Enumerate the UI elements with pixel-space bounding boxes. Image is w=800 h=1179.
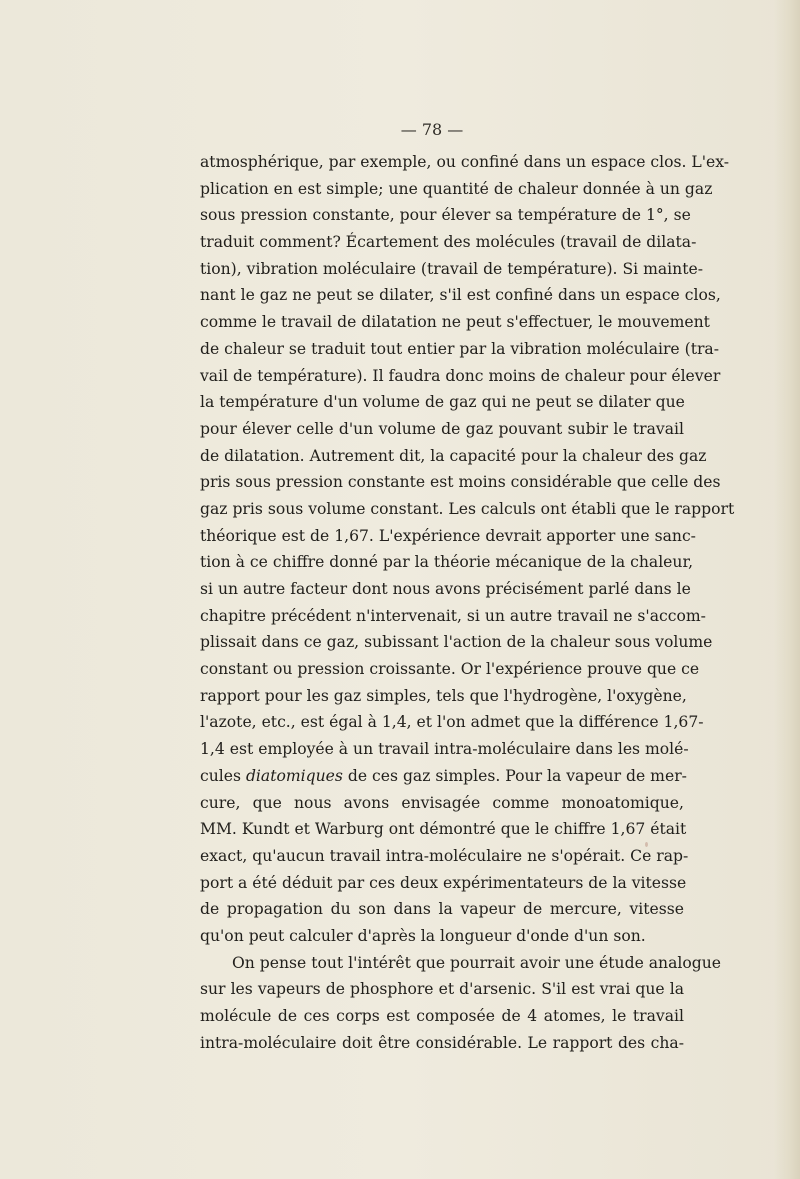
text-line: comme le travail de dilatation ne peut s'effectuer, le mouvement (200, 313, 710, 332)
text-line: rapport pour les gaz simples, tels que l'hydrogène, l'oxygène, (200, 686, 687, 705)
text-line: intra-moléculaire doit être considérable. Le rapport des cha- (200, 1033, 684, 1052)
text-line: tion), vibration moléculaire (travail de température). Si mainte- (200, 259, 703, 278)
text-line: molécule de ces corps est composée de 4 atomes, le travail (200, 1007, 684, 1025)
text-line: 1,4 est employée à un travail intra-moléculaire dans les molé- (200, 740, 689, 759)
text-line: tion à ce chiffre donné par la théorie mécanique de la chaleur, (200, 553, 694, 572)
page-number: — 78 — (400, 120, 464, 139)
text-line: gaz pris sous volume constant. Les calculs ont établi que le rapport (200, 499, 735, 518)
text-line: exact, qu'aucun travail intra-moléculaire ne s'opérait. Ce rap- (200, 846, 689, 865)
text-line: constant ou pression croissante. Or l'expérience prouve que ce (200, 660, 700, 679)
text-line: MM. Kundt et Warburg ont démontré que le chiffre 1,67 était (200, 820, 687, 839)
italic-term: diatomiques (245, 766, 343, 785)
text-segment: de ces gaz simples. Pour la vapeur de mer- (342, 766, 687, 785)
text-line: qu'on peut calculer d'après la longueur d'onde d'un son. (200, 926, 646, 945)
text-line: atmosphérique, par exemple, ou confiné dans un espace clos. L'ex- (200, 153, 730, 171)
text-line: l'azote, etc., est égal à 1,4, et l'on admet que la différence 1,67- (200, 713, 704, 732)
text-line: port a été déduit par ces deux expérimentateurs de la vitesse (200, 873, 687, 892)
text-line: de chaleur se traduit tout entier par la vibration moléculaire (tra- (200, 339, 719, 358)
text-line: sur les vapeurs de phosphore et d'arsenic. S'il est vrai que la (200, 980, 684, 999)
text-line: chapitre précédent n'intervenait, si un autre travail ne s'accom- (200, 606, 706, 625)
page-edge-shadow (774, 0, 800, 1179)
text-line-with-italic (200, 763, 687, 790)
text-line: plissait dans ce gaz, subissant l'action de la chaleur sous volume (200, 633, 713, 652)
text-line: cure, que nous avons envisagée comme monoatomique, (200, 793, 684, 812)
paper-blemish (645, 842, 648, 847)
text-line: de propagation du son dans la vapeur de mercure, vitesse (200, 900, 684, 919)
text-line: vail de température). Il faudra donc moins de chaleur pour élever (200, 366, 721, 385)
text-line: de dilatation. Autrement dit, la capacité pour la chaleur des gaz (200, 446, 707, 465)
text-line: pris sous pression constante est moins considérable que celle des (200, 473, 721, 492)
text-line: traduit comment? Écartement des molécules (travail de dilata- (200, 233, 697, 252)
body-text (200, 149, 735, 1056)
text-line: théorique est de 1,67. L'expérience devrait apporter une sanc- (200, 526, 696, 545)
text-line: la température d'un volume de gaz qui ne peut se dilater que (200, 393, 685, 412)
paragraph-start-line: On pense tout l'intérêt que pourrait avoir une étude analogue (232, 953, 722, 972)
text-line: plication en est simple; une quantité de chaleur donnée à un gaz (200, 179, 713, 198)
text-segment: cules (200, 766, 246, 785)
text-line: si un autre facteur dont nous avons précisément parlé dans le (200, 580, 691, 598)
text-line: sous pression constante, pour élever sa température de 1°, se (200, 206, 691, 225)
text-line: nant le gaz ne peut se dilater, s'il est confiné dans un espace clos, (200, 286, 721, 305)
text-line: pour élever celle d'un volume de gaz pouvant subir le travail (200, 419, 684, 438)
